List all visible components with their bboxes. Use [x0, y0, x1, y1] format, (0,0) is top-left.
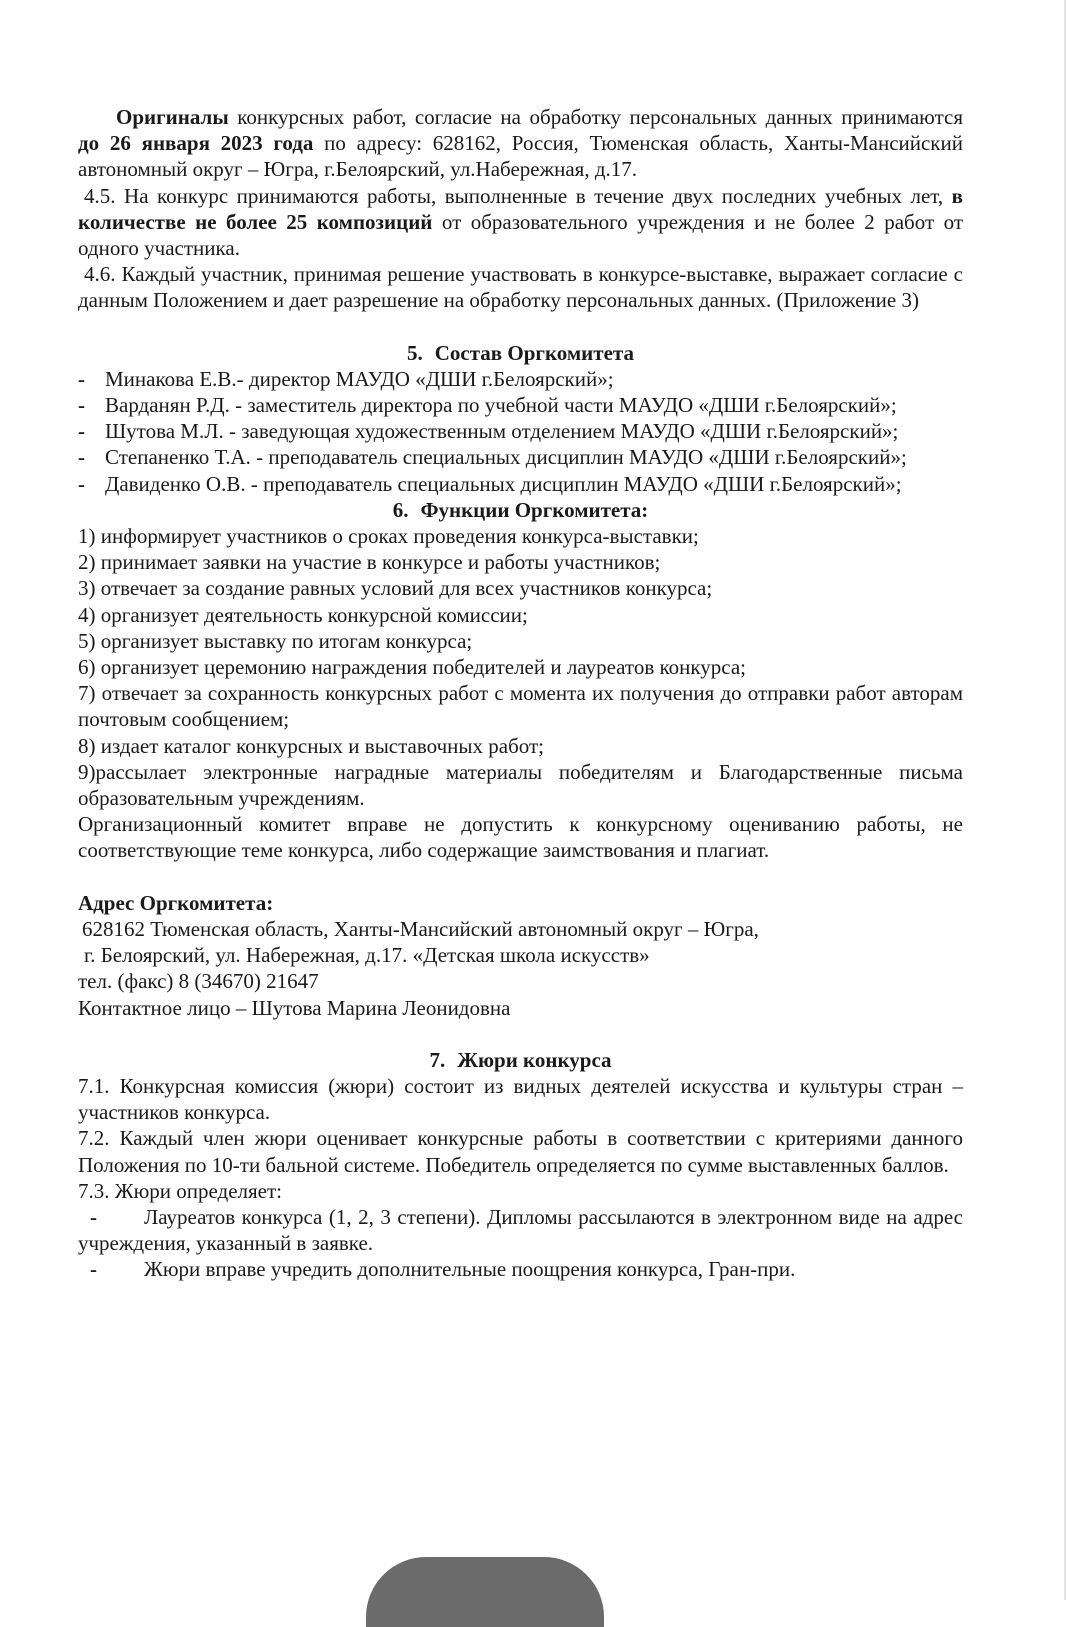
clause-7-1: 7.1. Конкурсная комиссия (жюри) состоит из видных деятелей искусства и культуры стран – участников конкурса.: [78, 1073, 963, 1125]
function-item: 8) издает каталог конкурсных и выставочных работ;: [78, 733, 545, 758]
section-6-title: Функции Оргкомитета:: [420, 497, 649, 522]
bottom-overlay-pill-button[interactable]: [366, 1557, 604, 1627]
function-item: 1) информирует участников о сроках проведения конкурса-выставки;: [78, 524, 699, 549]
clause-7-3: 7.3. Жюри определяет:: [78, 1178, 283, 1203]
jury-bullet-text: Лауреатов конкурса (1, 2, 3 степени). Дипломы рассылаются в электронном виде на адрес учреждения, указанный в заявке.: [78, 1204, 963, 1256]
function-item: 3) отвечает за создание равных условий для всех участников конкурса;: [78, 576, 713, 601]
member-text: Давиденко О.В. - преподаватель специальных дисциплин МАУДО «ДШИ г.Белоярский»;: [105, 471, 902, 496]
section-7-number: 7.: [429, 1047, 446, 1072]
clause-4-5-text-2: от образовательного учреждения и не более 2 работ от одного участника.: [78, 209, 963, 261]
dash-bullet-icon: -: [78, 393, 85, 418]
contact-person: Контактное лицо – Шутова Марина Леонидовна: [78, 995, 511, 1020]
section-6-number: 6.: [392, 497, 409, 522]
function-item: 4) организует деятельность конкурсной комиссии;: [78, 602, 528, 627]
function-item: 7) отвечает за сохранность конкурсных работ с момента их получения до отправки работ авторам почтовым сообщением;: [78, 681, 963, 732]
dash-bullet-icon: -: [78, 419, 85, 444]
function-item: 5) организует выставку по итогам конкурса;: [78, 628, 473, 653]
originals-bold-lead: Оригиналы: [116, 105, 229, 129]
function-item: 2) принимает заявки на участие в конкурсе и работы участников;: [78, 550, 661, 575]
originals-text-2: по адресу: 628162, Россия, Тюменская область, Ханты-Мансийский автономный округ – Югра, г.Белоярский, ул.Набережная, д.17.: [78, 131, 963, 182]
dash-bullet-icon: -: [78, 471, 85, 496]
orgcommittee-members-list: [78, 366, 963, 497]
jury-bullet-item: [78, 1204, 963, 1256]
clause-4-5-bold: в количестве не более 25 композиций: [78, 183, 963, 234]
address-line-1: 628162 Тюменская область, Ханты-Мансийский автономный округ – Югра,: [82, 916, 759, 941]
section-5-heading: [78, 340, 963, 366]
member-text: Шутова М.Л. - заведующая художественным отделением МАУДО «ДШИ г.Белоярский»;: [105, 419, 899, 444]
clause-4-5-text-1: 4.5. На конкурс принимаются работы, выполненные в течение двух последних учебных лет,: [84, 183, 952, 208]
member-item: [78, 366, 963, 392]
section-7-title: Жюри конкурса: [457, 1047, 612, 1072]
member-text: Варданян Р.Д. - заместитель директора по учебной части МАУДО «ДШИ г.Белоярский»;: [105, 393, 897, 418]
clause-4-6: 4.6. Каждый участник, принимая решение участвовать в конкурсе-выставке, выражает согласие с данным Положением и дает разрешение на обработку персональных данных. (Приложение 3): [78, 262, 963, 313]
address-block: [78, 890, 963, 1021]
dash-bullet-icon: -: [90, 1257, 97, 1282]
section-7-heading: [78, 1047, 963, 1073]
section-6-heading: [78, 497, 963, 523]
jury-bullet-item: [78, 1256, 963, 1282]
spacer: [78, 864, 963, 890]
member-item: [78, 418, 963, 444]
orgcommittee-note: Организационный комитет вправе не допустить к конкурсному оцениванию работы, не соответствующие теме конкурса, либо содержащие заимствования и плагиат.: [78, 812, 963, 863]
originals-paragraph: [78, 104, 963, 183]
dash-bullet-icon: -: [78, 366, 85, 391]
spacer: [78, 314, 963, 340]
section-5-title: Состав Оргкомитета: [434, 340, 634, 365]
address-title-text: Адрес Оргкомитета:: [78, 890, 274, 915]
phone-fax: тел. (факс) 8 (34670) 21647: [78, 969, 319, 994]
clause-7-2: 7.2. Каждый член жюри оценивает конкурсные работы в соответствии с критериями данного Положения по 10-ти бальной системе. Победитель определяется по сумме выставленных баллов.: [78, 1126, 963, 1177]
clause-4-5: [78, 183, 963, 262]
address-line-2: г. Белоярский, ул. Набережная, д.17. «Детская школа искусств»: [84, 943, 650, 968]
jury-bullet-text: Жюри вправе учредить дополнительные поощрения конкурса, Гран-при.: [144, 1257, 796, 1282]
member-item: [78, 444, 963, 470]
member-item: [78, 471, 963, 497]
orgcommittee-functions-list: [78, 523, 963, 811]
dash-bullet-icon: -: [78, 445, 85, 470]
originals-text-1: конкурсных работ, согласие на обработку персональных данных принимаются: [228, 105, 963, 129]
document-content: [78, 104, 963, 1283]
member-text: Степаненко Т.А. - преподаватель специальных дисциплин МАУДО «ДШИ г.Белоярский»;: [105, 445, 907, 470]
function-item: 9)рассылает электронные наградные материалы победителям и Благодарственные письма образовательным учреждениям.: [78, 759, 963, 811]
jury-determines-list: [78, 1204, 963, 1283]
deadline-bold: до 26 января 2023 года: [78, 131, 314, 156]
spacer: [78, 1021, 963, 1047]
dash-bullet-icon: -: [90, 1204, 97, 1229]
member-item: [78, 392, 963, 418]
section-5-number: 5.: [407, 340, 423, 365]
member-text: Минакова Е.В.- директор МАУДО «ДШИ г.Белоярский»;: [105, 366, 614, 391]
address-title: [78, 890, 963, 916]
function-item: 6) организует церемонию награждения победителей и лауреатов конкурса;: [78, 655, 747, 680]
